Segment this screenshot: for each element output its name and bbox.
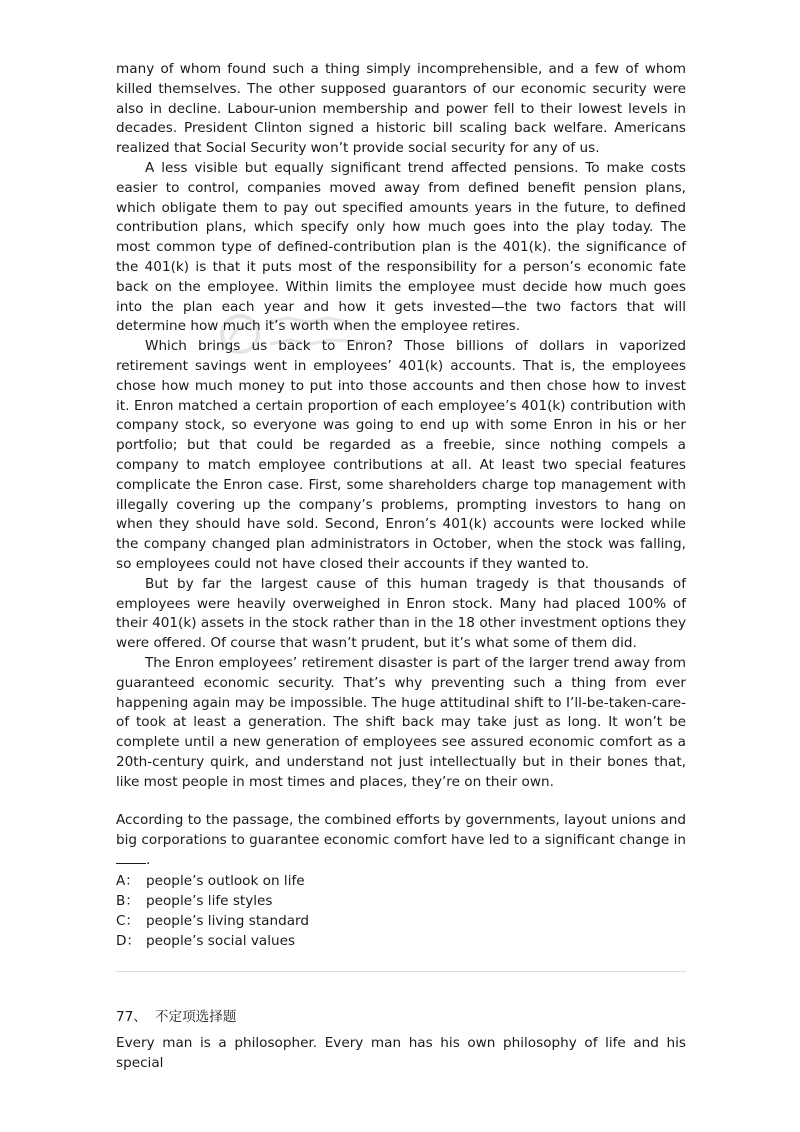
passage-paragraph-4: But by far the largest cause of this human tragedy is that thousands of employees were heavily overweighed in Enron stock. Many had placed 100% of their 401(k) assets in the stock rather than in the 18 other investment options they were offered. Of course that wasn’t prudent, but it’s what some of them did.	[116, 575, 686, 652]
answer-options	[116, 871, 686, 951]
section-divider	[116, 971, 686, 972]
passage-paragraph-5: The Enron employees’ retirement disaster is part of the larger trend away from guaranteed economic security. That’s why preventing such a thing from ever happening again may be impossible. The huge attitudinal shift to I’ll-be-taken-care-of took at least a generation. The shift back may take just as long. It won’t be complete until a new generation of employees see assured economic comfort as a 20th-century quirk, and understand not just intellectually but in their bones that, like most people in most times and places, they’re on their own.	[116, 654, 686, 790]
option-d[interactable]	[116, 931, 686, 951]
next-question-number: 77、	[116, 1008, 147, 1025]
answer-blank	[116, 851, 146, 864]
option-letter: D：	[116, 932, 141, 949]
passage-paragraph-1: many of whom found such a thing simply incomprehensible, and a few of whom killed themselves. The other supposed guarantors of our economic security were also in decline. Labour-union membership and power fell to their lowest levels in decades. President Clinton signed a historic bill scaling back welfare. Americans realized that Social Security won’t provide social security for any of us.	[116, 61, 686, 157]
option-a[interactable]	[116, 871, 686, 891]
next-question-type: 不定项选择题	[154, 1008, 237, 1025]
passage-paragraph-3: Which brings us back to Enron? Those billions of dollars in vaporized retirement savings went in employees’ 401(k) accounts. That is, the employees chose how much money to put into those accounts and then chose how to invest it. Enron matched a certain proportion of each employee’s 401(k) contribution with company stock, so everyone was going to end up with some Enron in his or her portfolio; but that could be regarded as a freebie, since nothing compels a company to match employee contributions at all. At least two special features complicate the Enron case. First, some shareholders charge top management with illegally covering up the company’s problems, prompting investors to hang on when they should have sold. Second, Enron’s 401(k) accounts were locked while the company changed plan administrators in October, when the stock was falling, so employees could not have closed their accounts if they wanted to.	[116, 338, 686, 572]
option-text: people’s living standard	[146, 912, 310, 929]
question-stem-text: According to the passage, the combined efforts by governments, layout unions and big corporations to guarantee economic comfort have led to a significant change in	[116, 812, 686, 849]
question-stem: According to the passage, the combined efforts by governments, layout unions and big corporations to guarantee economic comfort have led to a significant change in .	[116, 812, 686, 869]
option-text: people’s outlook on life	[146, 872, 305, 889]
next-question-text: Every man is a philosopher. Every man has his own philosophy of life and his special	[116, 1034, 686, 1071]
option-text: people’s social values	[146, 932, 296, 949]
document-page	[116, 60, 686, 1073]
next-question-header	[116, 1007, 686, 1027]
option-c[interactable]	[116, 911, 686, 931]
option-letter: C：	[116, 912, 140, 929]
passage-paragraph-2: A less visible but equally significant trend affected pensions. To make costs easier to control, companies moved away from defined benefit pension plans, which obligate them to pay out specified amounts years in the future, to defined contribution plans, which specify only how much goes into the play today. The most common type of defined-contribution plan is the 401(k). the significance of the 401(k) is that it puts most of the responsibility for a person’s economic fate back on the employee. Within limits the employee must decide how much goes into the plan each year and how it gets invested—the two factors that will determine how much it’s worth when the employee retires.	[116, 159, 686, 335]
option-letter: A：	[116, 872, 139, 889]
option-letter: B：	[116, 892, 139, 909]
option-text: people’s life styles	[146, 892, 273, 909]
option-b[interactable]	[116, 891, 686, 911]
